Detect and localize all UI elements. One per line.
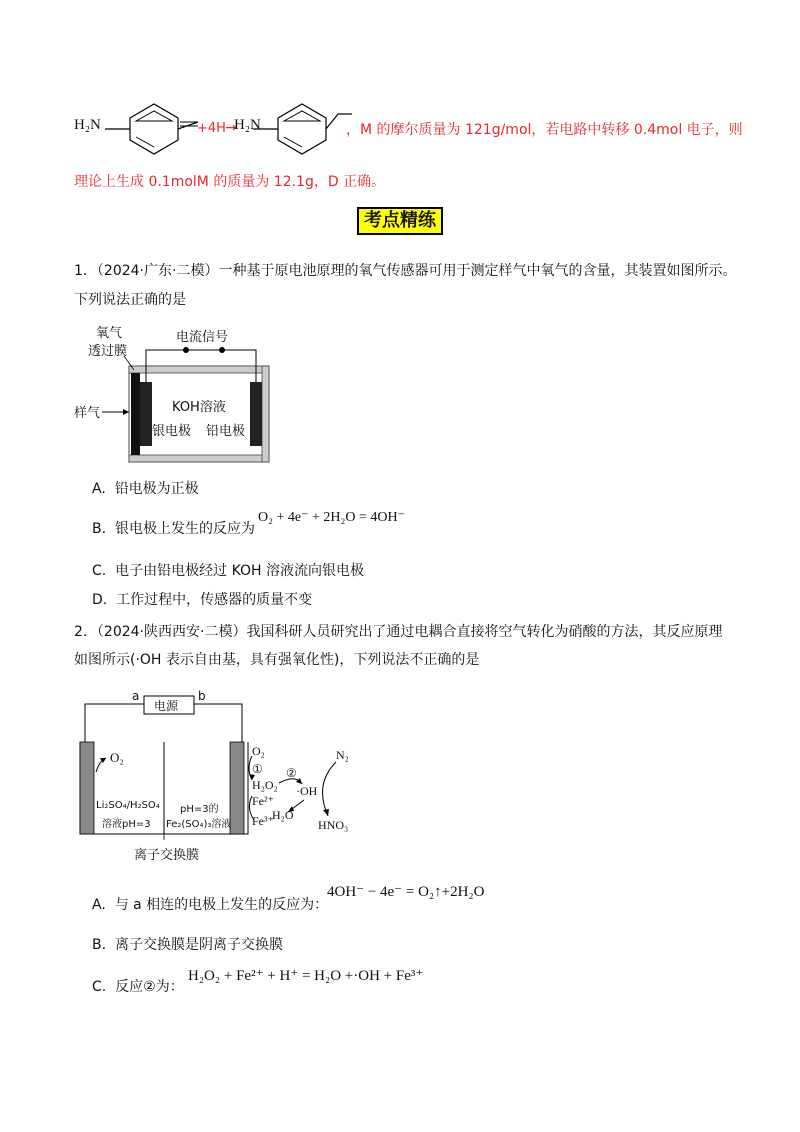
current-signal-label: 电流信号: [176, 330, 229, 345]
q2-option-b[interactable]: [92, 935, 283, 955]
q1-option-a[interactable]: [92, 479, 199, 499]
ion-exchange-membrane-label: 离子交换膜: [134, 848, 200, 863]
q1-stem-line-1: [74, 261, 736, 281]
membrane-label-1: 氧气: [96, 326, 123, 341]
option-key: D.: [92, 592, 108, 608]
q2-option-a-formula: 4OH⁻ − 4e⁻ = O₂↑+2H₂O: [327, 884, 485, 900]
option-key: C.: [92, 563, 107, 579]
explanation-line-1: ，M 的摩尔质量为 121g/mol，若电路中转移 0.4mol 电子，则: [346, 122, 743, 138]
reaction-2-marker: ②: [286, 766, 297, 780]
left-solution-label-2: 溶液pH=3: [102, 819, 151, 830]
q2-stem-line-1: [74, 622, 722, 642]
right-oxygen-label: O₂: [252, 744, 265, 758]
option-text: 与 a 相连的电极上发生的反应为：: [114, 897, 329, 913]
q2-option-c-formula: H₂O₂ + Fe²⁺ + H⁺ = H₂O +·OH + Fe³⁺: [188, 968, 424, 984]
option-key: C.: [92, 979, 107, 995]
q2-option-a[interactable]: [92, 895, 328, 915]
q1-option-b-formula: O₂ + 4e⁻ + 2H₂O = 4OH⁻: [258, 510, 405, 525]
hydrogen-peroxide-label: H₂O₂: [252, 778, 278, 792]
ferrous-ion-label: Fe²⁺: [252, 794, 274, 808]
reaction-arrow: →: [225, 120, 237, 136]
reaction-1-marker: ①: [252, 762, 263, 776]
explanation-line-2: 理论上生成 0.1molM 的质量为 12.1g，D 正确。: [74, 174, 386, 190]
option-text: 离子交换膜是阴离子交换膜: [114, 937, 283, 953]
option-text: 反应②为：: [115, 979, 184, 995]
electrolysis-drawing: [74, 688, 364, 864]
power-supply-label: 电源: [154, 699, 179, 713]
option-key: B.: [92, 937, 107, 953]
hydroxyl-radical-label: ·OH: [296, 784, 318, 798]
right-amine-label: H₂N: [234, 117, 261, 133]
q2-electrolysis-diagram: [74, 688, 364, 864]
q1-option-c[interactable]: [92, 561, 364, 581]
q2-source: （2024·陕西西安·二模）: [96, 624, 247, 640]
option-text: 银电极上发生的反应为: [114, 521, 255, 537]
nitrogen-label: N₂: [336, 748, 349, 762]
option-key: A.: [92, 481, 106, 497]
q1-oxygen-sensor-diagram: [74, 320, 274, 470]
water-label: H₂O: [272, 808, 294, 822]
q2-number: 2．: [74, 624, 97, 640]
terminal-a-label: a: [132, 689, 140, 703]
left-solution-label-1: Li₂SO₄/H₂SO₄: [96, 800, 160, 811]
q1-source: （2024·广东·二模）: [96, 263, 219, 279]
membrane-label-2: 透过膜: [88, 344, 128, 359]
left-oxygen-label: O₂: [110, 750, 124, 765]
sample-gas-label: 样气: [74, 406, 101, 421]
left-amine-label: H₂N: [74, 117, 101, 133]
ferric-ion-label: Fe³⁺: [252, 814, 274, 828]
section-title: 考点精练: [357, 207, 443, 235]
right-solution-label-1: pH=3的: [180, 804, 219, 815]
option-text: 工作过程中，传感器的质量不变: [116, 592, 313, 608]
terminal-b-label: b: [198, 689, 206, 703]
q2-option-c[interactable]: [92, 977, 184, 997]
koh-solution-label: KOH溶液: [172, 400, 226, 415]
q1-number: 1．: [74, 263, 97, 279]
q1-stem-text-1: 一种基于原电池原理的氧气传感器可用于测定样气中氧气的含量，其装置如图所示。: [218, 263, 737, 279]
q1-option-d[interactable]: [92, 590, 312, 610]
option-text: 电子由铅电极经过 KOH 溶液流向银电极: [115, 563, 365, 579]
q1-option-b[interactable]: [92, 519, 255, 539]
q1-stem-line-2: 下列说法正确的是: [74, 292, 186, 308]
plus-hydrogen: +4H: [197, 121, 226, 136]
silver-electrode-label: 银电极: [152, 424, 192, 439]
option-key: B.: [92, 521, 107, 537]
q2-stem-line-2: 如图所示(·OH 表示自由基，具有强氧化性)，下列说法不正确的是: [74, 652, 480, 668]
option-key: A.: [92, 897, 106, 913]
nitric-acid-label: HNO₃: [318, 818, 349, 832]
right-solution-label-2: Fe₂(SO₄)₃溶液: [166, 819, 232, 830]
option-text: 铅电极为正极: [114, 481, 199, 497]
lead-electrode-label: 铅电极: [206, 424, 246, 439]
q2-stem-text-1: 我国科研人员研究出了通过电耦合直接将空气转化为硝酸的方法，其反应原理: [246, 624, 723, 640]
